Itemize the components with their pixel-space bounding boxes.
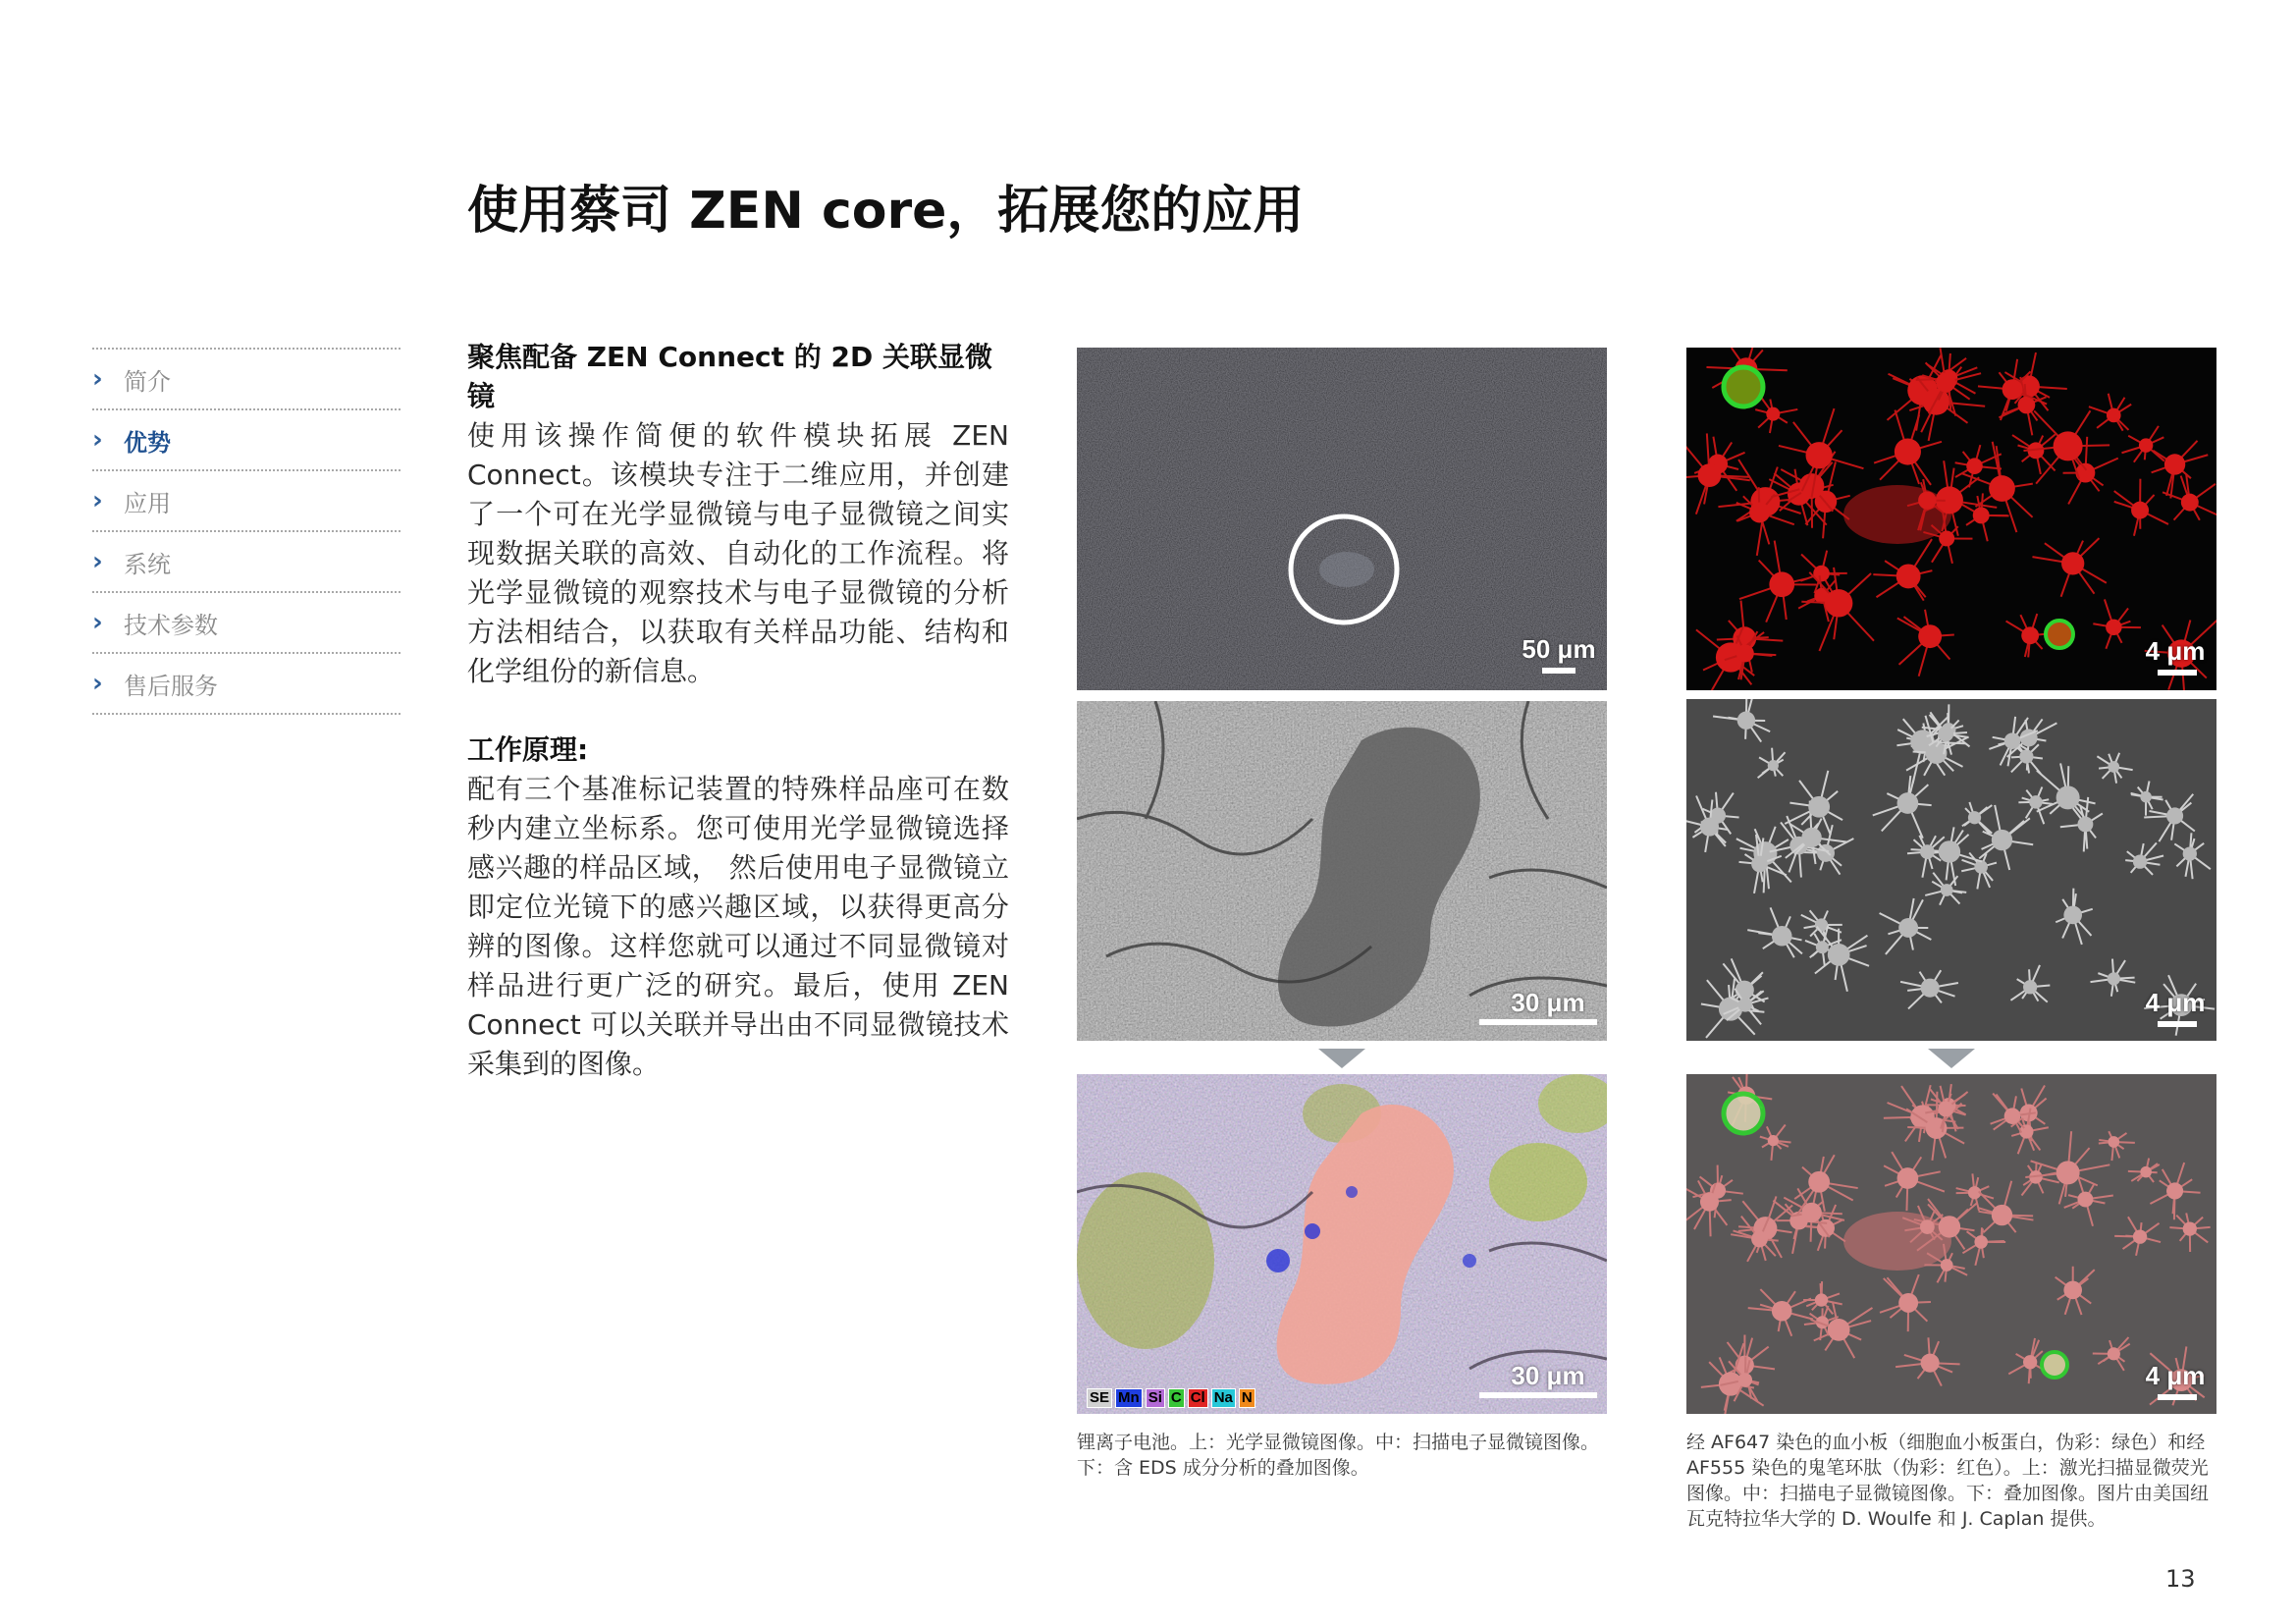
scale-bar	[2158, 670, 2197, 676]
chevron-right-icon: ›	[92, 547, 103, 576]
battery-optical-image	[1077, 348, 1607, 690]
scale-bar-label: 30 μm	[1511, 988, 1585, 1017]
section-heading-2d-correlative: 聚焦配备 ZEN Connect 的 2D 关联显微镜	[467, 341, 992, 412]
legend-chip-se: SE	[1087, 1388, 1112, 1408]
arrow-down-icon	[1928, 1049, 1975, 1068]
eds-element-legend	[1087, 1388, 1255, 1408]
page-title: 使用蔡司 ZEN core，拓展您的应用	[467, 182, 1305, 241]
legend-chip-mn: Mn	[1115, 1388, 1143, 1408]
sidebar-item-label: 技术参数	[124, 611, 218, 639]
legend-chip-c: C	[1168, 1388, 1185, 1408]
scale-bar	[2158, 1021, 2197, 1027]
legend-chip-na: Na	[1211, 1388, 1236, 1408]
section-heading-working-principle: 工作原理:	[467, 733, 589, 766]
scale-bar-label: 4 μm	[2145, 1361, 2206, 1390]
chevron-right-icon: ›	[92, 669, 103, 698]
sidebar-item-label: 系统	[124, 550, 171, 578]
sidebar-item-intro[interactable]	[92, 348, 400, 408]
section-body-2d-correlative: 使用该操作简便的软件模块拓展 ZEN Connect。该模块专注于二维应用，并创建了一个可在光学显微镜与电子显微镜之间实现数据关联的高效、自动化的工作流程。将光学显微镜的观察技术与电子显微镜的分析方法相结合，以获取有关样品功能、结构和化学组份的新信息。	[467, 419, 1009, 687]
scale-bar-label: 4 μm	[2145, 636, 2206, 666]
scale-bar-label: 4 μm	[2145, 988, 2206, 1017]
platelet-fluorescence-image	[1686, 348, 2216, 690]
platelet-sem-image	[1686, 699, 2216, 1041]
sidebar-item-label: 应用	[124, 489, 171, 517]
legend-chip-n: N	[1239, 1388, 1255, 1408]
sidebar-item-service[interactable]	[92, 652, 400, 715]
legend-chip-si: Si	[1146, 1388, 1165, 1408]
section-body-working-principle: 配有三个基准标记装置的特殊样品座可在数秒内建立坐标系。您可使用光学显微镜选择感兴趣的样品区域， 然后使用电子显微镜立即定位光镜下的感兴趣区域，以获得更高分辨的图像。这样您就可以通过不同显微镜对样品进行更广泛的研究。最后，使用 ZEN Connect 可以关联并导出由不同显微镜技术采集到的图像。	[467, 773, 1009, 1080]
left-image-caption: 锂离子电池。上：光学显微镜图像。中：扫描电子显微镜图像。下：含 EDS 成分分析的叠加图像。	[1077, 1432, 1600, 1479]
right-image-caption: 经 AF647 染色的血小板（细胞血小板蛋白，伪彩：绿色）和经 AF555 染色的鬼笔环肽（伪彩：红色）。上：激光扫描显微荧光图像。中：扫描电子显微镜图像。下：叠加图像。图片由美国纽瓦克特拉华大学的 D. Woulfe 和 J. Caplan 提供。	[1686, 1432, 2210, 1530]
scale-bar-label: 30 μm	[1511, 1361, 1585, 1390]
main-text-column	[467, 338, 1009, 1084]
scale-bar	[1479, 1019, 1597, 1025]
chevron-right-icon: ›	[92, 608, 103, 637]
sidebar-item-label: 优势	[124, 428, 171, 457]
battery-eds-overlay-image	[1077, 1074, 1607, 1414]
scale-bar	[1542, 668, 1575, 674]
scale-bar-label: 50 μm	[1522, 634, 1596, 664]
sidebar-item-system[interactable]	[92, 530, 400, 591]
page-number: 13	[2165, 1565, 2196, 1593]
battery-sem-image	[1077, 701, 1607, 1041]
scale-bar	[2158, 1394, 2197, 1400]
platelet-overlay-image	[1686, 1074, 2216, 1414]
chevron-right-icon: ›	[92, 486, 103, 515]
sidebar-item-tech-specs[interactable]	[92, 591, 400, 652]
chevron-right-icon: ›	[92, 364, 103, 394]
sidebar-nav	[92, 348, 400, 715]
sidebar-item-applications[interactable]	[92, 469, 400, 530]
chevron-right-icon: ›	[92, 425, 103, 455]
arrow-down-icon	[1318, 1049, 1365, 1068]
scale-bar	[1479, 1392, 1597, 1398]
sidebar-item-label: 售后服务	[124, 672, 218, 700]
legend-chip-cl: Cl	[1188, 1388, 1208, 1408]
sidebar-item-advantages[interactable]	[92, 408, 400, 469]
sidebar-item-label: 简介	[124, 367, 171, 396]
